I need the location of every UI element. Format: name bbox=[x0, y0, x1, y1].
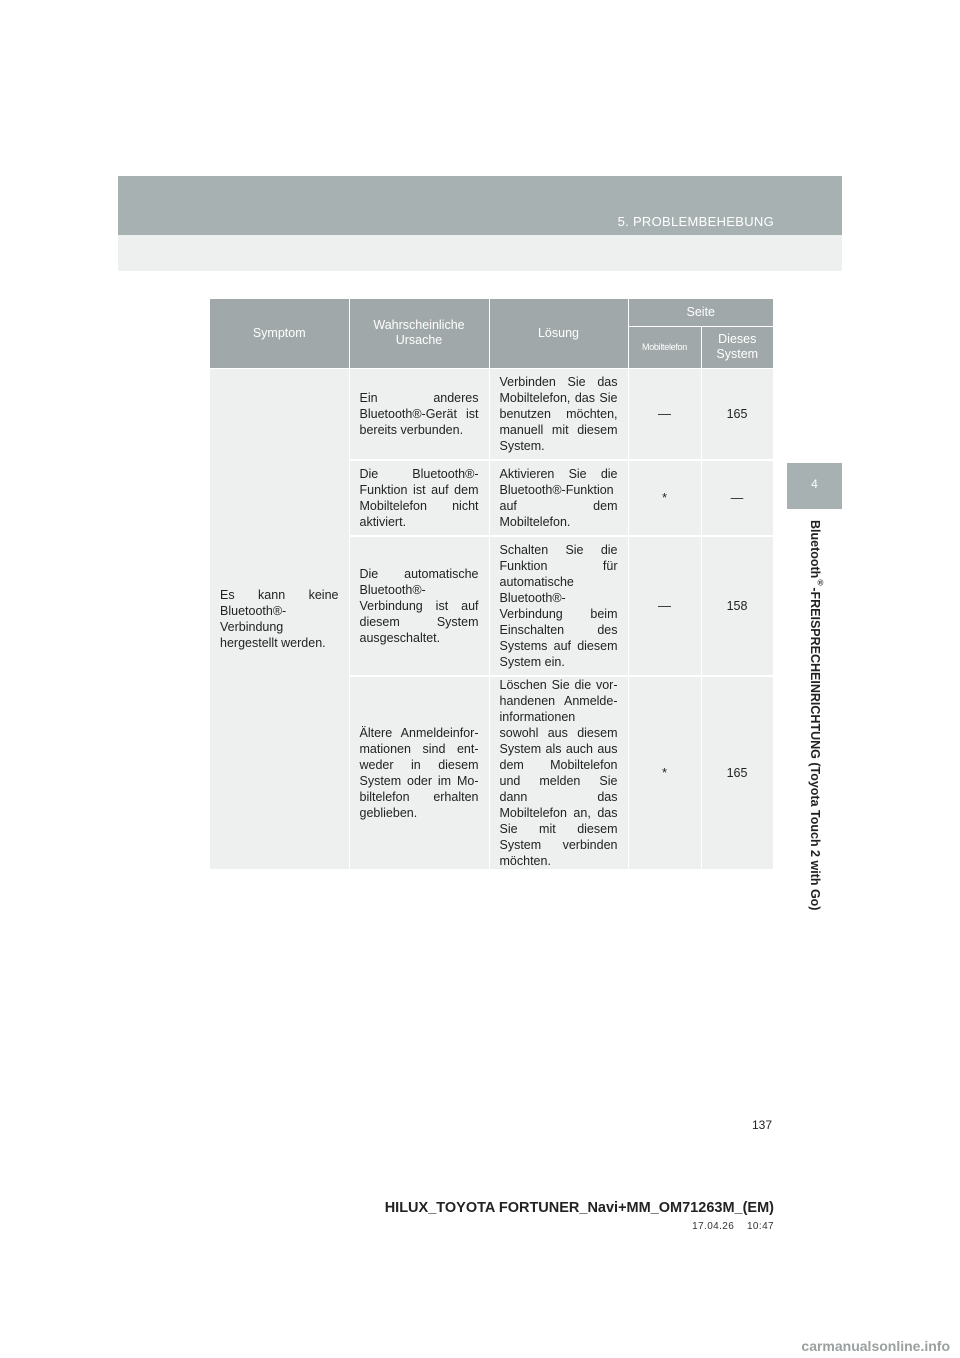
chapter-title-prefix: Bluetooth bbox=[807, 520, 822, 579]
header-symptom: Symptom bbox=[210, 299, 349, 368]
page-mobile-cell: * bbox=[628, 460, 701, 536]
section-header bbox=[118, 176, 842, 235]
document-id: HILUX_TOYOTA FORTUNER_Navi+MM_OM71263M_(EM) bbox=[384, 1200, 774, 1216]
chapter-title-suffix: -FREISPRECHEINRICHTUNG (Toyota Touch 2 with Go) bbox=[807, 587, 822, 911]
page-system-cell: 165 bbox=[701, 676, 773, 870]
chapter-title bbox=[801, 520, 825, 920]
header-page-mobile: Mobiltelefon bbox=[628, 326, 701, 368]
header-page-system: Dieses System bbox=[701, 326, 773, 368]
cause-cell: Die Bluetooth®-Funktion ist auf dem Mobiltelefon nicht aktiviert. bbox=[349, 460, 489, 536]
troubleshooting-table bbox=[210, 299, 774, 871]
solution-cell: Aktivieren Sie die Bluetooth®-Funktion auf dem Mobiltelefon. bbox=[489, 460, 628, 536]
solution-cell: Schalten Sie die Funktion für automatische Bluetooth®-Verbindung beim Einschalten des Systems auf diesem System ein. bbox=[489, 536, 628, 676]
header-cause: Wahrscheinliche Ursache bbox=[349, 299, 489, 368]
page-system-cell: — bbox=[701, 460, 773, 536]
print-time: 10:47 bbox=[746, 1221, 774, 1232]
header-solution: Lösung bbox=[489, 299, 628, 368]
table-row bbox=[210, 368, 773, 460]
print-date: 17.04.26 bbox=[692, 1221, 735, 1232]
solution-cell: Löschen Sie die vor-handenen Anmelde-informationen sowohl aus diesem System als auch aus dem Mobiltelefon und melden Sie dann das Mobiltelefon an, das Sie mit diesem System verbinden möchten. bbox=[489, 676, 628, 870]
watermark: carmanualsonline.info bbox=[801, 1338, 950, 1354]
page-system-cell: 158 bbox=[701, 536, 773, 676]
symptom-cell: Es kann keine Bluetooth®-Verbindung hergestellt werden. bbox=[210, 368, 349, 870]
page-mobile-cell: * bbox=[628, 676, 701, 870]
page-mobile-cell: — bbox=[628, 536, 701, 676]
solution-cell: Verbinden Sie das Mobiltelefon, das Sie benutzen möchten, manuell mit diesem System. bbox=[489, 368, 628, 460]
page-number: 137 bbox=[752, 1118, 773, 1132]
section-title: 5. PROBLEMBEHEBUNG bbox=[617, 214, 774, 229]
registered-mark: ® bbox=[816, 578, 825, 588]
cause-cell: Die automatische Bluetooth®-Verbindung ist auf diesem System ausgeschaltet. bbox=[349, 536, 489, 676]
chapter-tab bbox=[787, 463, 842, 509]
page-mobile-cell: — bbox=[628, 368, 701, 460]
cause-cell: Ältere Anmeldeinfor-mationen sind ent-weder in diesem System oder im Mo-biltelefon erhalten geblieben. bbox=[349, 676, 489, 870]
print-timestamp bbox=[692, 1221, 774, 1232]
header-page: Seite bbox=[628, 299, 773, 326]
section-subheader bbox=[118, 235, 842, 271]
cause-cell: Ein anderes Bluetooth®-Gerät ist bereits verbunden. bbox=[349, 368, 489, 460]
page-system-cell: 165 bbox=[701, 368, 773, 460]
chapter-number: 4 bbox=[811, 477, 818, 491]
